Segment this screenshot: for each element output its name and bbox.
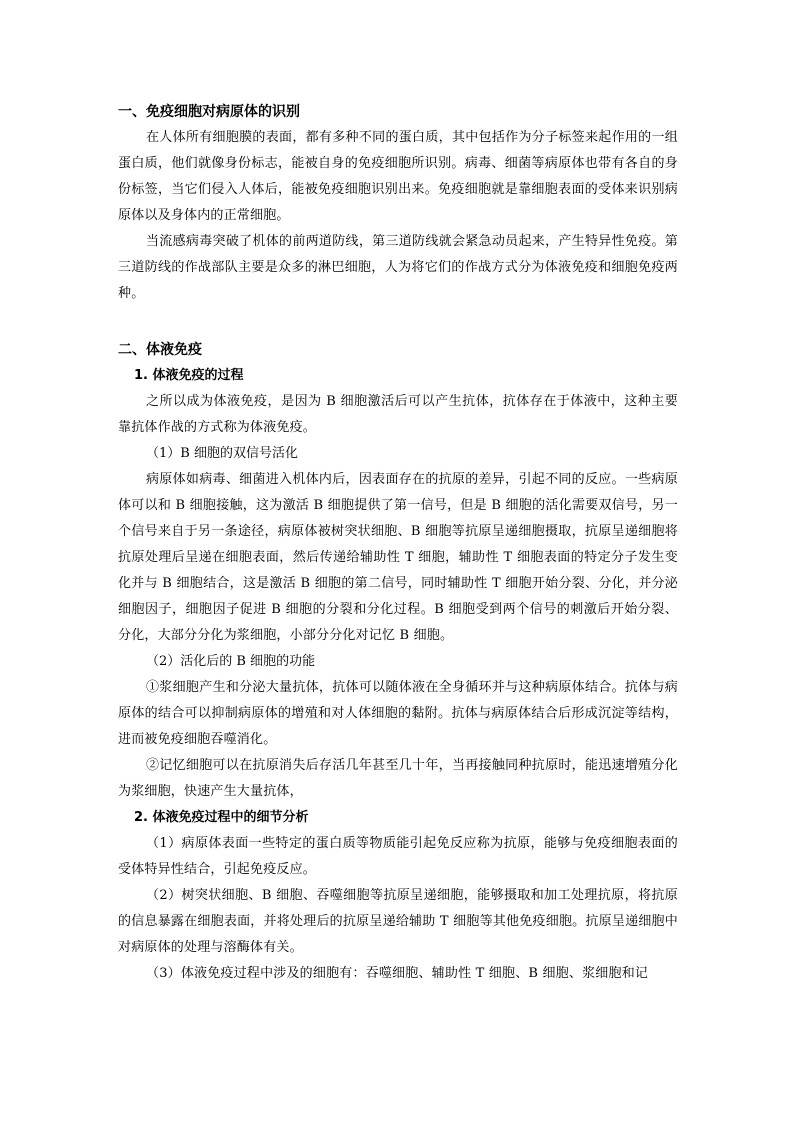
subsection1-intro: 之所以成为体液免疫，是因为 B 细胞激活后可以产生抗体，抗体存在于体液中，这种主要靠抗体作战的方式称为体液免疫。 (118, 394, 678, 435)
item2-paragraph-2: ②记忆细胞可以在抗原消失后存活几年甚至几十年，当再接触同种抗原时，能迅速增殖分化为浆细胞，快速产生大量抗体， (118, 758, 678, 799)
item1-title: （1）B 细胞的双信号活化 (146, 446, 298, 461)
subsection2-paragraph-2: （2）树突状细胞、B 细胞、吞噬细胞等抗原呈递细胞，能够摄取和加工处理抗原，将抗原的信息暴露在细胞表面，并将处理后的抗原呈递给辅助 T 细胞等其他免疫细胞。抗原呈递细胞中对病原体的处理与溶酶体有关。 (118, 888, 678, 955)
document-page (118, 99, 678, 987)
section1-paragraph-2: 当流感病毒突破了机体的前两道防线，第三道防线就会紧急动员起来，产生特异性免疫。第三道防线的作战部队主要是众多的淋巴细胞，人为将它们的作战方式分为体液免疫和细胞免疫两种。 (118, 234, 678, 301)
subsection2-title: 2. 体液免疫过程中的细节分析 (134, 810, 309, 825)
section2-title: 二、体液免疫 (118, 342, 202, 358)
item2-title: （2）活化后的 B 细胞的功能 (146, 654, 316, 669)
section1-title: 一、免疫细胞对病原体的识别 (118, 104, 300, 120)
section1-paragraph-1: 在人体所有细胞膜的表面，都有多种不同的蛋白质，其中包括作为分子标签来起作用的一组蛋白质，他们就像身份标志，能被自身的免疫细胞所识别。病毒、细菌等病原体也带有各自的身份标签，当它们侵入人体后，能被免疫细胞识别出来。免疫细胞就是靠细胞表面的受体来识别病原体以及身体内的正常细胞。 (118, 130, 678, 223)
item2-paragraph-1: ①浆细胞产生和分泌大量抗体，抗体可以随体液在全身循环并与这种病原体结合。抗体与病原体的结合可以抑制病原体的增殖和对人体细胞的黏附。抗体与病原体结合后形成沉淀等结构，进而被免疫细胞吞噬消化。 (118, 680, 678, 747)
subsection2-paragraph-1: （1）病原体表面一些特定的蛋白质等物质能引起免反应称为抗原，能够与免疫细胞表面的受体特异性结合，引起免疫反应。 (118, 836, 678, 877)
item1-text: 病原体如病毒、细菌进入机体内后，因表面存在的抗原的差异，引起不同的反应。一些病原体可以和 B 细胞接触，这为激活 B 细胞提供了第一信号，但是 B 细胞的活化需要双信号，另一个信号来自于另一条途径，病原体被树突状细胞、B 细胞等抗原呈递细胞摄取，抗原呈递细胞将抗原处理后呈递在细胞表面，然后传递给辅助性 T 细胞，辅助性 T 细胞表面的特定分子发生变化并与 B 细胞结合，这是激活 B 细胞的第二信号，同时辅助性 T 细胞开始分裂、分化，并分泌细胞因子，细胞因子促进 B 细胞的分裂和分化过程。B 细胞受到两个信号的刺激后开始分裂、分化，大部分分化为浆细胞，小部分分化对记忆 B 细胞。 (118, 472, 678, 643)
subsection1-title: 1. 体液免疫的过程 (134, 368, 244, 383)
subsection2-paragraph-3: （3）体液免疫过程中涉及的细胞有：吞噬细胞、辅助性 T 细胞、B 细胞、浆细胞和记 (146, 966, 649, 981)
